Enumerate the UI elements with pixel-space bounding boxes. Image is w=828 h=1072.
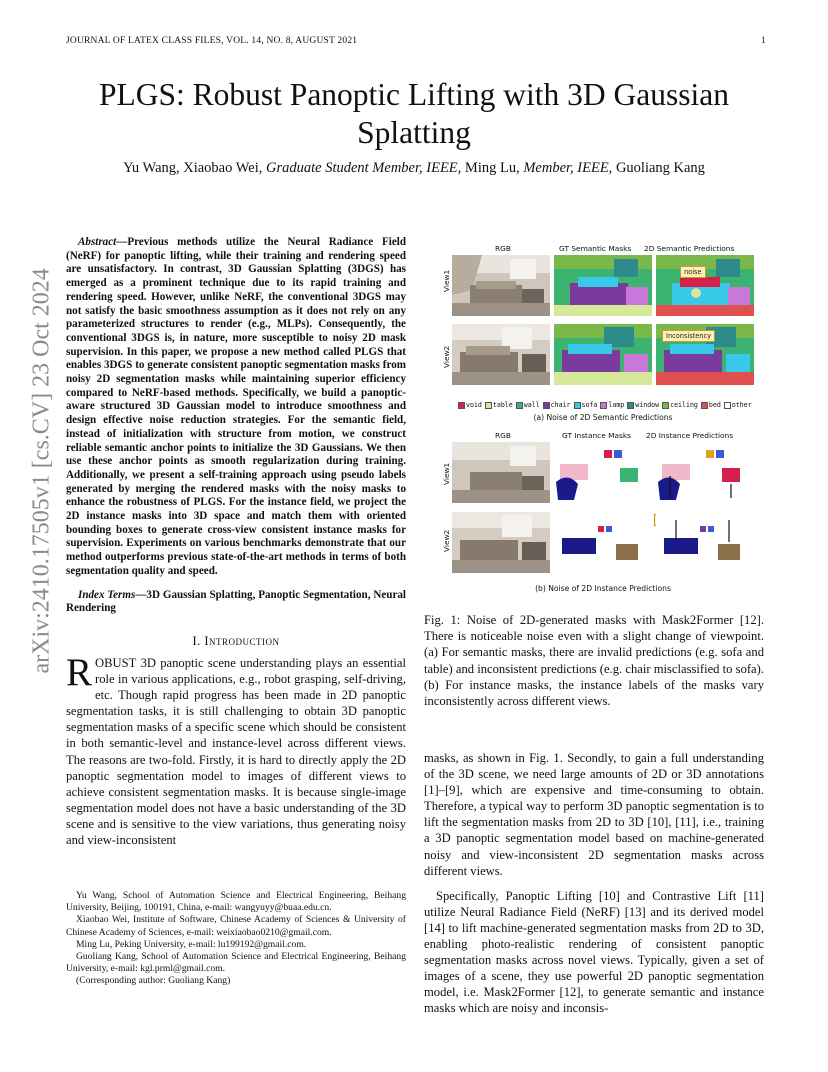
footnote: Xiaobao Wei, Institute of Software, Chinese Academy of Sciences & University of Chinese Academy of Sciences, e-mail: weixiaobao0210@gmail.com.: [66, 914, 406, 938]
row-label-view2: View2: [442, 345, 451, 368]
abstract: [66, 236, 406, 579]
legend-label: void: [466, 401, 482, 409]
index-terms: [66, 589, 406, 616]
legend-label: bed: [708, 401, 721, 409]
abstract-text: —Previous methods utilize the Neural Radiance Field (NeRF) for panoptic lifting, while their training and rendering speed are unsatisfactory. In contrast, 3D Gaussian Splatting (3DGS) has emerged as a prominent technique due to its rapid training and rendering speed. However, unlike NeRF, the conventional 3DGS may not satisfy the basic smoothness assumption as it does not rely on any parameterized structures to render (e.g., MLPs). Consequently, the conventional 3DGS is, in nature, more susceptible to noisy 2D mask supervision. In this paper, we propose a new method called PLGS that enables 3DGS to generate consistent panoptic segmentation masks from noisy 2D segmentation masks while maintaining superior efficiency compared to NeRF-based methods. Specifically, we build a panoptic-aware structured 3D Gaussian model to introduce smoothness and design effective noise reduction strategies. For the semantic field, instead of initialization with structure from motion, we construct reliable semantic anchor points to initialize the 3D Gaussians. We then use these anchor points as smooth regularization during training. Additionally, we present a self-training approach using pseudo labels generated by merging the rendered masks with the noisy masks to enhance the robustness of PLGS. For the instance field, we project the 2D instance masks into 3D space and match them with oriented bounding boxes to generate cross-view consistent instance masks for supervision. Experiments on various benchmarks demonstrate that our method outperforms previous state-of-the-art methods in terms of both segmentation quality and speed.: [66, 236, 406, 577]
paper-title: PLGS: Robust Panoptic Lifting with 3D Gaussian Splatting: [99, 77, 729, 150]
gt-instance-view2-image: [554, 512, 652, 573]
legend-item: [574, 401, 598, 409]
introduction-text: 3D panoptic scene understanding plays an essential role in various applications, e.g., robot grasping, self-driving, etc. Though rapid progress has been made in 2D panoptic segmentation tasks, it is still challenging to obtain 3D panoptic segmentation masks of a specific scene which should be consistent in both semantic-level and instance-level across different views. The reasons are two-fold. Firstly, it is hard to directly apply the 2D panoptic segmentation model to images of different views to achieve consistent segmentation masks. It is because single-image segmentation model does not have a basic understanding of the 3D scene and is sensitive to the view variations, thus generating noisy and view-inconsistent: [66, 655, 406, 848]
legend-swatch: [662, 402, 669, 409]
journal-name: JOURNAL OF LATEX CLASS FILES, VOL. 14, NO. 8, AUGUST 2021: [66, 36, 358, 46]
legend-label: wall: [523, 401, 540, 409]
gt-semantic-view1-image: [554, 255, 652, 316]
gt-instance-view1-image: [554, 442, 652, 503]
legend-swatch: [516, 402, 523, 409]
gt-semantic-view2-image: [554, 324, 652, 385]
body-paragraph: masks, as shown in Fig. 1. Secondly, to gain a full understanding of the 3D scene, we need large amounts of 2D or 3D annotations [1]–[9], which are expensive and time-consuming to obtain. Therefore, a typical way to perform 3D panoptic segmentation is to lift the segmentation masks from 2D to 3D [10], [11], i.e., training a 3D panoptic segmentation model based on machine-generated noisy and view-inconsistent 2D segmentation masks across different views.: [424, 751, 764, 878]
author-footnotes: [66, 890, 406, 988]
authors-segment: Guoliang Kang: [612, 160, 705, 176]
abstract-lead: Abstract: [78, 236, 117, 248]
legend-item: [516, 401, 540, 409]
legend-swatch: [485, 402, 492, 409]
column-header-rgb: RGB: [495, 244, 511, 253]
legend-label: ceiling: [670, 401, 698, 409]
author-list: [66, 160, 762, 177]
body-paragraph: Specifically, Panoptic Lifting [10] and Contrastive Lift [11] utilize Neural Radiance Field (NeRF) [13] and its derived model [14] to lift machine-generated segmentation masks from 2D to 3D, enabling photo-realistic rendering of consistent panoptic segmentation masks across novel views. Typically, given a set of images of a scene, they use powerful 2D panoptic segmentation model, i.e. Mask2Former [12], to generate semantic and instance masks which are noisy and inconsis-: [424, 888, 764, 1016]
column-header-gt-instance: GT Instance Masks: [562, 431, 631, 440]
semantic-prediction-view1-image: [656, 255, 754, 316]
footnote: (Corresponding author: Guoliang Kang): [76, 975, 231, 987]
authors-segment: Ming Lu,: [461, 160, 524, 176]
legend-swatch: [574, 402, 581, 409]
legend-swatch: [627, 402, 634, 409]
legend-item: [543, 401, 571, 409]
legend-swatch: [543, 402, 550, 409]
legend-item: [458, 401, 482, 409]
legend-label: chair: [550, 401, 571, 409]
legend-swatch: [724, 402, 731, 409]
author-role: Member, IEEE,: [523, 160, 613, 176]
row-label-view1: View1: [442, 269, 451, 292]
footnote: Ming Lu, Peking University, e-mail: lu199192@gmail.com.: [76, 938, 307, 950]
arxiv-identifier: arXiv:2410.17505v1 [cs.CV] 23 Oct 2024: [28, 268, 55, 674]
legend-item: [485, 401, 513, 409]
left-column: [66, 236, 406, 848]
legend-swatch: [600, 402, 607, 409]
authors-segment: Yu Wang, Xiaobao Wei,: [123, 160, 266, 176]
arxiv-stamp: [22, 268, 55, 680]
running-header: [66, 36, 766, 46]
right-column-text: [424, 750, 764, 1017]
author-role: Graduate Student Member, IEEE,: [265, 160, 462, 176]
legend-label: other: [731, 401, 752, 409]
footnote: Yu Wang, School of Automation Science and Electrical Engineering, Beihang University, Beijing, 100191, China, e-mail: wangyuyy@buaa.edu.cn.: [66, 890, 406, 914]
legend-label: table: [492, 401, 513, 409]
row-label-view2-b: View2: [442, 529, 451, 552]
figure-caption: Fig. 1: Noise of 2D-generated masks with Mask2Former [12]. There is noticeable noise even with a slight change of viewpoint. (a) For semantic masks, there are invalid predictions (e.g. sofa and table) and inconsistent predictions (e.g. chair misclassified to sofa). (b) For instance masks, the instance labels of the masks vary inconsistently across different views.: [424, 613, 764, 709]
dropcap-word-rest: OBUST: [95, 655, 137, 670]
introduction-paragraph: [66, 650, 406, 848]
figure-1: [440, 240, 766, 598]
column-header-semantic-predictions: 2D Semantic Predictions: [644, 244, 735, 253]
callout-inconsistency-semantic: Inconsistency: [662, 330, 715, 342]
legend-item: [701, 401, 721, 409]
legend-swatch: [458, 402, 465, 409]
index-terms-lead: Index Terms: [78, 588, 136, 601]
semantic-class-legend: [458, 400, 768, 410]
row-label-view1-b: View1: [442, 462, 451, 485]
legend-label: window: [635, 401, 660, 409]
instance-prediction-view1-image: [656, 442, 754, 503]
rgb-view2-image: [452, 324, 550, 385]
legend-item: [662, 401, 698, 409]
legend-item: [627, 401, 659, 409]
legend-item: [724, 401, 752, 409]
column-header-gt-semantic: GT Semantic Masks: [559, 244, 632, 253]
rgb-view1-image: [452, 255, 550, 316]
subcaption-a: (a) Noise of 2D Semantic Predictions: [533, 413, 673, 422]
rgb-view1-image-b: [452, 442, 550, 503]
column-header-rgb-b: RGB: [495, 431, 511, 440]
footnote: Guoliang Kang, School of Automation Science and Electrical Engineering, Beihang University, e-mail: kgl.prml@gmail.com.: [66, 951, 406, 975]
section-heading-introduction: I. Introduction: [192, 633, 280, 648]
rgb-view2-image-b: [452, 512, 550, 573]
subcaption-b: (b) Noise of 2D Instance Predictions: [535, 584, 671, 593]
index-terms-text: —3D Gaussian Splatting, Panoptic Segmentation, Neural Rendering: [66, 588, 406, 615]
legend-label: lamp: [608, 401, 625, 409]
column-header-instance-predictions: 2D Instance Predictions: [646, 431, 734, 440]
callout-noise: noise: [680, 266, 706, 278]
page-number: 1: [761, 36, 766, 46]
instance-prediction-view2-image: [656, 512, 754, 573]
legend-swatch: [701, 402, 708, 409]
dropcap: R: [66, 650, 93, 694]
legend-item: [600, 401, 624, 409]
legend-label: sofa: [581, 401, 598, 409]
